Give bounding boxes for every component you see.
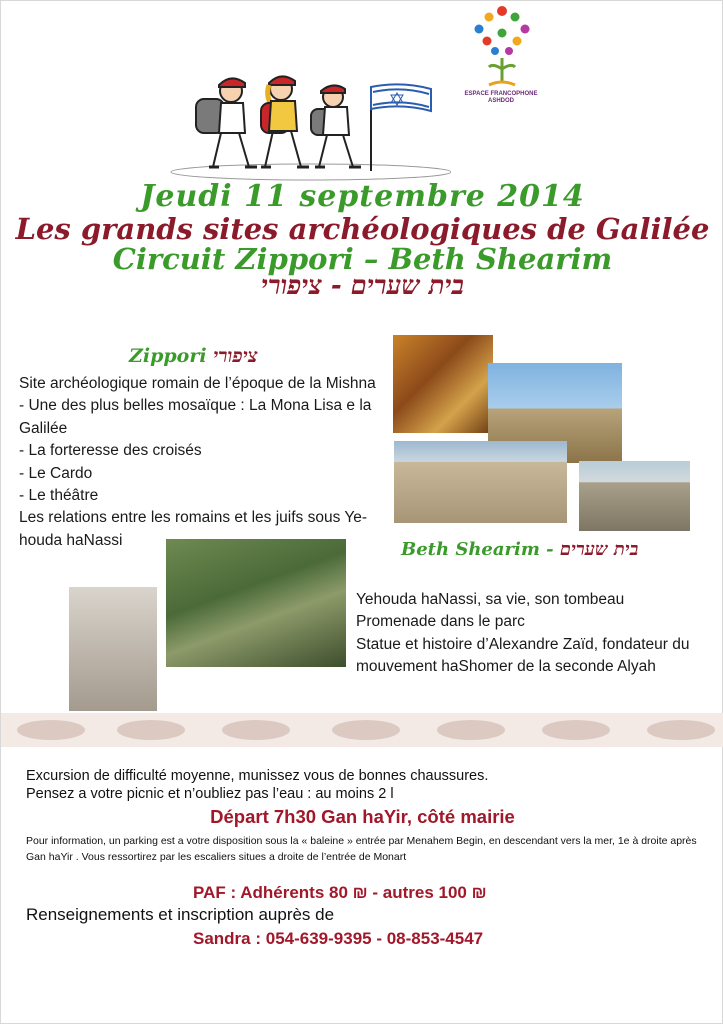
registration-info: Renseignements et inscription auprès de	[26, 905, 335, 924]
zippori-line: Les relations entre les romains et les juifs sous Ye-houda haNassi	[19, 509, 368, 549]
event-date: Jeudi 11 septembre 2014	[140, 179, 585, 214]
zippori-heading	[129, 345, 258, 368]
zippori-description	[19, 373, 389, 552]
contact-info: Sandra : 054-639-9395 - 08-853-4547	[193, 929, 484, 948]
zippori-heading-he: ציפורי	[213, 345, 258, 367]
mosaic-photo	[393, 335, 493, 433]
francophone-logo	[459, 3, 545, 103]
beth-heading-fr: Beth Shearim -	[401, 539, 554, 560]
theatre-photo	[579, 461, 690, 531]
zippori-line: - Une des plus belles mosaïque : La Mona Lisa e la Galilée	[19, 397, 372, 437]
event-subject: Les grands sites archéologiques de Galilée	[15, 212, 710, 246]
parking-info: Pour information, un parking est a votre disposition sous la « baleine » entrée par Menahem Begin, en descendant vers la mer, 1e à droite après Gan haYir . Vous ressortirez par les escaliers situes a droite de l’entrée de Monart	[26, 835, 697, 863]
practical-info	[26, 767, 488, 803]
beth-shearim-heading	[401, 539, 638, 560]
zippori-line: - Le Cardo	[19, 464, 93, 482]
beth-line: Statue et histoire d’Alexandre Zaïd, fondateur du mouvement haShomer de la seconde Alyah	[356, 635, 690, 676]
zippori-line: - Le théâtre	[19, 487, 99, 505]
beth-line: Yehouda haNassi, sa vie, son tombeau	[356, 591, 625, 608]
price-info: PAF : Adhérents 80 ₪ - autres 100 ₪	[193, 883, 487, 902]
event-circuit: Circuit Zippori – Beth Shearim	[112, 242, 613, 276]
beth-heading-he: בית שערים	[559, 539, 639, 560]
logo-text	[451, 91, 551, 105]
zippori-heading-fr: Zippori	[129, 345, 207, 367]
logo-line-1: ESPACE FRANCOPHONE	[464, 91, 538, 97]
picnic-line: Pensez a votre picnic et n’oubliez pas l’eau : au moins 2 l	[26, 786, 394, 802]
logo-line-2: ASHDOD	[487, 98, 514, 104]
zippori-line: Site archéologique romain de l’époque de la Mishna	[19, 375, 376, 392]
cardo-photo	[394, 441, 567, 523]
alexandre-zaid-portrait	[69, 587, 157, 711]
hikers-illustration	[161, 67, 451, 187]
footprints-band	[1, 713, 723, 747]
difficulty-line: Excursion de difficulté moyenne, munissez vous de bonnes chaussures.	[26, 768, 489, 784]
beth-line: Promenade dans le parc	[356, 613, 525, 631]
departure-info: Départ 7h30 Gan haYir, côté mairie	[210, 806, 515, 827]
zippori-line: - La forteresse des croisés	[19, 442, 202, 460]
event-hebrew-title: בית שערים - ציפורי	[261, 271, 464, 301]
beth-shearim-caves-photo	[166, 539, 346, 667]
beth-shearim-description	[356, 589, 716, 679]
